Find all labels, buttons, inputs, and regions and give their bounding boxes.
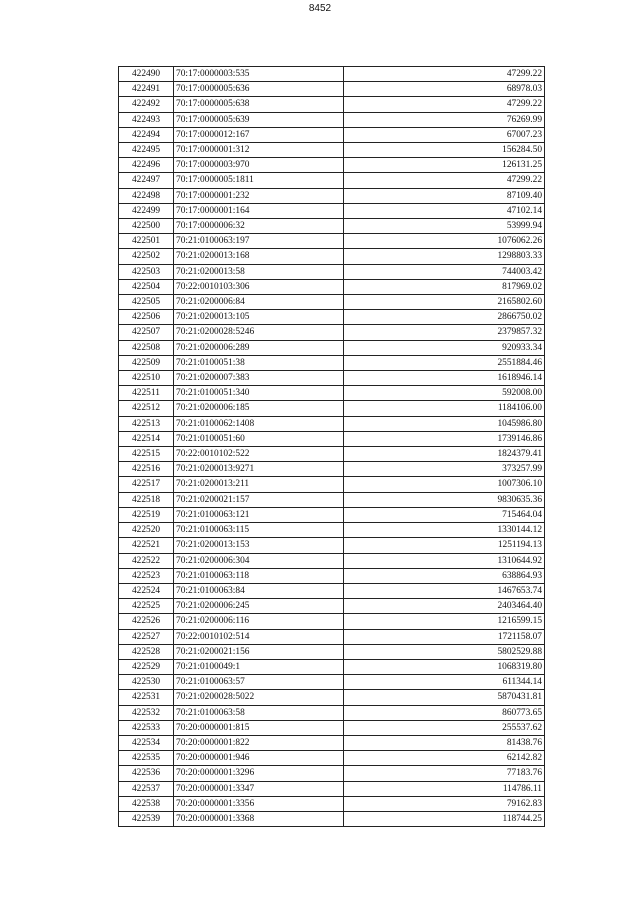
row-id-cell: 422529 bbox=[119, 659, 174, 674]
row-id-cell: 422499 bbox=[119, 203, 174, 218]
value-cell: 373257.99 bbox=[344, 462, 545, 477]
table-row bbox=[119, 431, 545, 446]
cadastral-number-cell: 70:21:0200006:116 bbox=[174, 614, 344, 629]
table-row bbox=[119, 523, 545, 538]
cadastral-number-cell: 70:17:0000001:164 bbox=[174, 203, 344, 218]
value-cell: 1467653.74 bbox=[344, 583, 545, 598]
value-cell: 1824379.41 bbox=[344, 447, 545, 462]
value-cell: 47299.22 bbox=[344, 67, 545, 82]
table-row bbox=[119, 219, 545, 234]
value-cell: 1618946.14 bbox=[344, 371, 545, 386]
cadastral-number-cell: 70:21:0200006:245 bbox=[174, 599, 344, 614]
row-id-cell: 422511 bbox=[119, 386, 174, 401]
value-cell: 47102.14 bbox=[344, 203, 545, 218]
table-body bbox=[119, 67, 545, 827]
cadastral-number-cell: 70:21:0200013:9271 bbox=[174, 462, 344, 477]
table-row bbox=[119, 127, 545, 142]
row-id-cell: 422521 bbox=[119, 538, 174, 553]
row-id-cell: 422505 bbox=[119, 295, 174, 310]
cadastral-number-cell: 70:17:0000005:638 bbox=[174, 97, 344, 112]
row-id-cell: 422539 bbox=[119, 811, 174, 826]
cadastral-number-cell: 70:21:0100063:57 bbox=[174, 675, 344, 690]
table-row bbox=[119, 295, 545, 310]
cadastral-number-cell: 70:21:0200028:5246 bbox=[174, 325, 344, 340]
table-row bbox=[119, 796, 545, 811]
table-row bbox=[119, 82, 545, 97]
table-row bbox=[119, 340, 545, 355]
value-cell: 1216599.15 bbox=[344, 614, 545, 629]
value-cell: 77183.76 bbox=[344, 766, 545, 781]
cadastral-number-cell: 70:20:0000001:3296 bbox=[174, 766, 344, 781]
value-cell: 920933.34 bbox=[344, 340, 545, 355]
cadastral-number-cell: 70:20:0000001:3368 bbox=[174, 811, 344, 826]
value-cell: 1739146.86 bbox=[344, 431, 545, 446]
row-id-cell: 422514 bbox=[119, 431, 174, 446]
cadastral-number-cell: 70:21:0200013:168 bbox=[174, 249, 344, 264]
row-id-cell: 422513 bbox=[119, 416, 174, 431]
row-id-cell: 422497 bbox=[119, 173, 174, 188]
row-id-cell: 422528 bbox=[119, 644, 174, 659]
row-id-cell: 422516 bbox=[119, 462, 174, 477]
value-cell: 118744.25 bbox=[344, 811, 545, 826]
cadastral-number-cell: 70:20:0000001:3347 bbox=[174, 781, 344, 796]
value-cell: 53999.94 bbox=[344, 219, 545, 234]
cadastral-number-cell: 70:21:0200013:58 bbox=[174, 264, 344, 279]
row-id-cell: 422524 bbox=[119, 583, 174, 598]
table-row bbox=[119, 644, 545, 659]
page-number: 8452 bbox=[308, 3, 332, 14]
cadastral-number-cell: 70:21:0100051:38 bbox=[174, 355, 344, 370]
table-row bbox=[119, 462, 545, 477]
cadastral-number-cell: 70:17:0000012:167 bbox=[174, 127, 344, 142]
table-row bbox=[119, 325, 545, 340]
table-row bbox=[119, 492, 545, 507]
value-cell: 1251194.13 bbox=[344, 538, 545, 553]
cadastral-number-cell: 70:21:0100049:1 bbox=[174, 659, 344, 674]
cadastral-number-cell: 70:21:0200006:304 bbox=[174, 553, 344, 568]
value-cell: 2866750.02 bbox=[344, 310, 545, 325]
value-cell: 2551884.46 bbox=[344, 355, 545, 370]
table-row bbox=[119, 781, 545, 796]
table-row bbox=[119, 401, 545, 416]
cadastral-number-cell: 70:21:0100063:115 bbox=[174, 523, 344, 538]
cadastral-number-cell: 70:21:0200006:289 bbox=[174, 340, 344, 355]
cadastral-number-cell: 70:21:0100051:340 bbox=[174, 386, 344, 401]
row-id-cell: 422523 bbox=[119, 568, 174, 583]
table-row bbox=[119, 447, 545, 462]
row-id-cell: 422536 bbox=[119, 766, 174, 781]
value-cell: 1076062.26 bbox=[344, 234, 545, 249]
value-cell: 47299.22 bbox=[344, 97, 545, 112]
row-id-cell: 422507 bbox=[119, 325, 174, 340]
table-row bbox=[119, 264, 545, 279]
value-cell: 5802529.88 bbox=[344, 644, 545, 659]
cadastral-number-cell: 70:21:0200013:211 bbox=[174, 477, 344, 492]
row-id-cell: 422526 bbox=[119, 614, 174, 629]
value-cell: 5870431.81 bbox=[344, 690, 545, 705]
row-id-cell: 422508 bbox=[119, 340, 174, 355]
table-row bbox=[119, 386, 545, 401]
cadastral-number-cell: 70:21:0200007:383 bbox=[174, 371, 344, 386]
value-cell: 715464.04 bbox=[344, 507, 545, 522]
table-row bbox=[119, 568, 545, 583]
value-cell: 1184106.00 bbox=[344, 401, 545, 416]
row-id-cell: 422517 bbox=[119, 477, 174, 492]
value-cell: 1721158.07 bbox=[344, 629, 545, 644]
table-row bbox=[119, 173, 545, 188]
table-row bbox=[119, 659, 545, 674]
cadastral-number-cell: 70:21:0200006:84 bbox=[174, 295, 344, 310]
table-row bbox=[119, 735, 545, 750]
cadastral-number-cell: 70:17:0000005:1811 bbox=[174, 173, 344, 188]
cadastral-number-cell: 70:21:0100063:84 bbox=[174, 583, 344, 598]
cadastral-number-cell: 70:20:0000001:815 bbox=[174, 720, 344, 735]
value-cell: 1007306.10 bbox=[344, 477, 545, 492]
row-id-cell: 422500 bbox=[119, 219, 174, 234]
table-row bbox=[119, 690, 545, 705]
table-row bbox=[119, 538, 545, 553]
row-id-cell: 422498 bbox=[119, 188, 174, 203]
table-row bbox=[119, 158, 545, 173]
row-id-cell: 422512 bbox=[119, 401, 174, 416]
cadastral-number-cell: 70:21:0200013:105 bbox=[174, 310, 344, 325]
value-cell: 1298803.33 bbox=[344, 249, 545, 264]
row-id-cell: 422493 bbox=[119, 112, 174, 127]
row-id-cell: 422501 bbox=[119, 234, 174, 249]
row-id-cell: 422510 bbox=[119, 371, 174, 386]
value-cell: 2165802.60 bbox=[344, 295, 545, 310]
cadastral-number-cell: 70:21:0200021:156 bbox=[174, 644, 344, 659]
value-cell: 2403464.40 bbox=[344, 599, 545, 614]
table-row bbox=[119, 675, 545, 690]
row-id-cell: 422527 bbox=[119, 629, 174, 644]
value-cell: 9830635.36 bbox=[344, 492, 545, 507]
table-row bbox=[119, 766, 545, 781]
cadastral-number-cell: 70:21:0200006:185 bbox=[174, 401, 344, 416]
value-cell: 68978.03 bbox=[344, 82, 545, 97]
row-id-cell: 422531 bbox=[119, 690, 174, 705]
table-row bbox=[119, 507, 545, 522]
value-cell: 47299.22 bbox=[344, 173, 545, 188]
cadastral-number-cell: 70:21:0100063:121 bbox=[174, 507, 344, 522]
row-id-cell: 422518 bbox=[119, 492, 174, 507]
row-id-cell: 422504 bbox=[119, 279, 174, 294]
table-row bbox=[119, 188, 545, 203]
row-id-cell: 422515 bbox=[119, 447, 174, 462]
row-id-cell: 422495 bbox=[119, 143, 174, 158]
table-row bbox=[119, 203, 545, 218]
table-row bbox=[119, 371, 545, 386]
table-row bbox=[119, 97, 545, 112]
value-cell: 2379857.32 bbox=[344, 325, 545, 340]
value-cell: 67007.23 bbox=[344, 127, 545, 142]
table-row bbox=[119, 614, 545, 629]
value-cell: 1330144.12 bbox=[344, 523, 545, 538]
row-id-cell: 422503 bbox=[119, 264, 174, 279]
cadastral-number-cell: 70:22:0010102:514 bbox=[174, 629, 344, 644]
cadastral-number-cell: 70:21:0100063:118 bbox=[174, 568, 344, 583]
value-cell: 1310644.92 bbox=[344, 553, 545, 568]
row-id-cell: 422525 bbox=[119, 599, 174, 614]
row-id-cell: 422496 bbox=[119, 158, 174, 173]
table-row bbox=[119, 249, 545, 264]
cadastral-number-cell: 70:17:0000006:32 bbox=[174, 219, 344, 234]
table-row bbox=[119, 143, 545, 158]
cadastral-number-cell: 70:17:0000005:639 bbox=[174, 112, 344, 127]
value-cell: 592008.00 bbox=[344, 386, 545, 401]
table-row bbox=[119, 112, 545, 127]
value-cell: 255537.62 bbox=[344, 720, 545, 735]
cadastral-number-cell: 70:20:0000001:822 bbox=[174, 735, 344, 750]
table-row bbox=[119, 720, 545, 735]
cadastral-number-cell: 70:21:0100063:58 bbox=[174, 705, 344, 720]
table-row bbox=[119, 599, 545, 614]
table-row bbox=[119, 553, 545, 568]
value-cell: 81438.76 bbox=[344, 735, 545, 750]
row-id-cell: 422490 bbox=[119, 67, 174, 82]
table-row bbox=[119, 67, 545, 82]
table-row bbox=[119, 751, 545, 766]
value-cell: 114786.11 bbox=[344, 781, 545, 796]
value-cell: 1068319.80 bbox=[344, 659, 545, 674]
row-id-cell: 422520 bbox=[119, 523, 174, 538]
table-row bbox=[119, 279, 545, 294]
row-id-cell: 422509 bbox=[119, 355, 174, 370]
row-id-cell: 422530 bbox=[119, 675, 174, 690]
row-id-cell: 422491 bbox=[119, 82, 174, 97]
row-id-cell: 422506 bbox=[119, 310, 174, 325]
row-id-cell: 422492 bbox=[119, 97, 174, 112]
row-id-cell: 422494 bbox=[119, 127, 174, 142]
cadastral-number-cell: 70:17:0000005:636 bbox=[174, 82, 344, 97]
value-cell: 744003.42 bbox=[344, 264, 545, 279]
value-cell: 79162.83 bbox=[344, 796, 545, 811]
cadastral-number-cell: 70:17:0000003:970 bbox=[174, 158, 344, 173]
row-id-cell: 422533 bbox=[119, 720, 174, 735]
value-cell: 1045986.80 bbox=[344, 416, 545, 431]
value-cell: 860773.65 bbox=[344, 705, 545, 720]
table-row bbox=[119, 629, 545, 644]
row-id-cell: 422519 bbox=[119, 507, 174, 522]
value-cell: 817969.02 bbox=[344, 279, 545, 294]
cadastral-number-cell: 70:20:0000001:3356 bbox=[174, 796, 344, 811]
row-id-cell: 422537 bbox=[119, 781, 174, 796]
table-row bbox=[119, 355, 545, 370]
value-cell: 156284.50 bbox=[344, 143, 545, 158]
table-row bbox=[119, 234, 545, 249]
cadastral-number-cell: 70:22:0010102:522 bbox=[174, 447, 344, 462]
value-cell: 611344.14 bbox=[344, 675, 545, 690]
cadastral-number-cell: 70:21:0200028:5022 bbox=[174, 690, 344, 705]
cadastral-number-cell: 70:21:0100063:197 bbox=[174, 234, 344, 249]
row-id-cell: 422522 bbox=[119, 553, 174, 568]
cadastral-table bbox=[118, 66, 545, 827]
cadastral-number-cell: 70:20:0000001:946 bbox=[174, 751, 344, 766]
value-cell: 87109.40 bbox=[344, 188, 545, 203]
cadastral-number-cell: 70:17:0000001:232 bbox=[174, 188, 344, 203]
value-cell: 638864.93 bbox=[344, 568, 545, 583]
table-row bbox=[119, 811, 545, 826]
value-cell: 76269.99 bbox=[344, 112, 545, 127]
row-id-cell: 422538 bbox=[119, 796, 174, 811]
cadastral-number-cell: 70:21:0100051:60 bbox=[174, 431, 344, 446]
row-id-cell: 422532 bbox=[119, 705, 174, 720]
cadastral-number-cell: 70:17:0000001:312 bbox=[174, 143, 344, 158]
cadastral-number-cell: 70:21:0100062:1408 bbox=[174, 416, 344, 431]
cadastral-number-cell: 70:21:0200013:153 bbox=[174, 538, 344, 553]
cadastral-number-cell: 70:21:0200021:157 bbox=[174, 492, 344, 507]
row-id-cell: 422502 bbox=[119, 249, 174, 264]
table-row bbox=[119, 310, 545, 325]
table-row bbox=[119, 583, 545, 598]
value-cell: 62142.82 bbox=[344, 751, 545, 766]
row-id-cell: 422534 bbox=[119, 735, 174, 750]
value-cell: 126131.25 bbox=[344, 158, 545, 173]
table-row bbox=[119, 416, 545, 431]
table-row bbox=[119, 477, 545, 492]
cadastral-number-cell: 70:22:0010103:306 bbox=[174, 279, 344, 294]
table-row bbox=[119, 705, 545, 720]
row-id-cell: 422535 bbox=[119, 751, 174, 766]
cadastral-number-cell: 70:17:0000003:535 bbox=[174, 67, 344, 82]
